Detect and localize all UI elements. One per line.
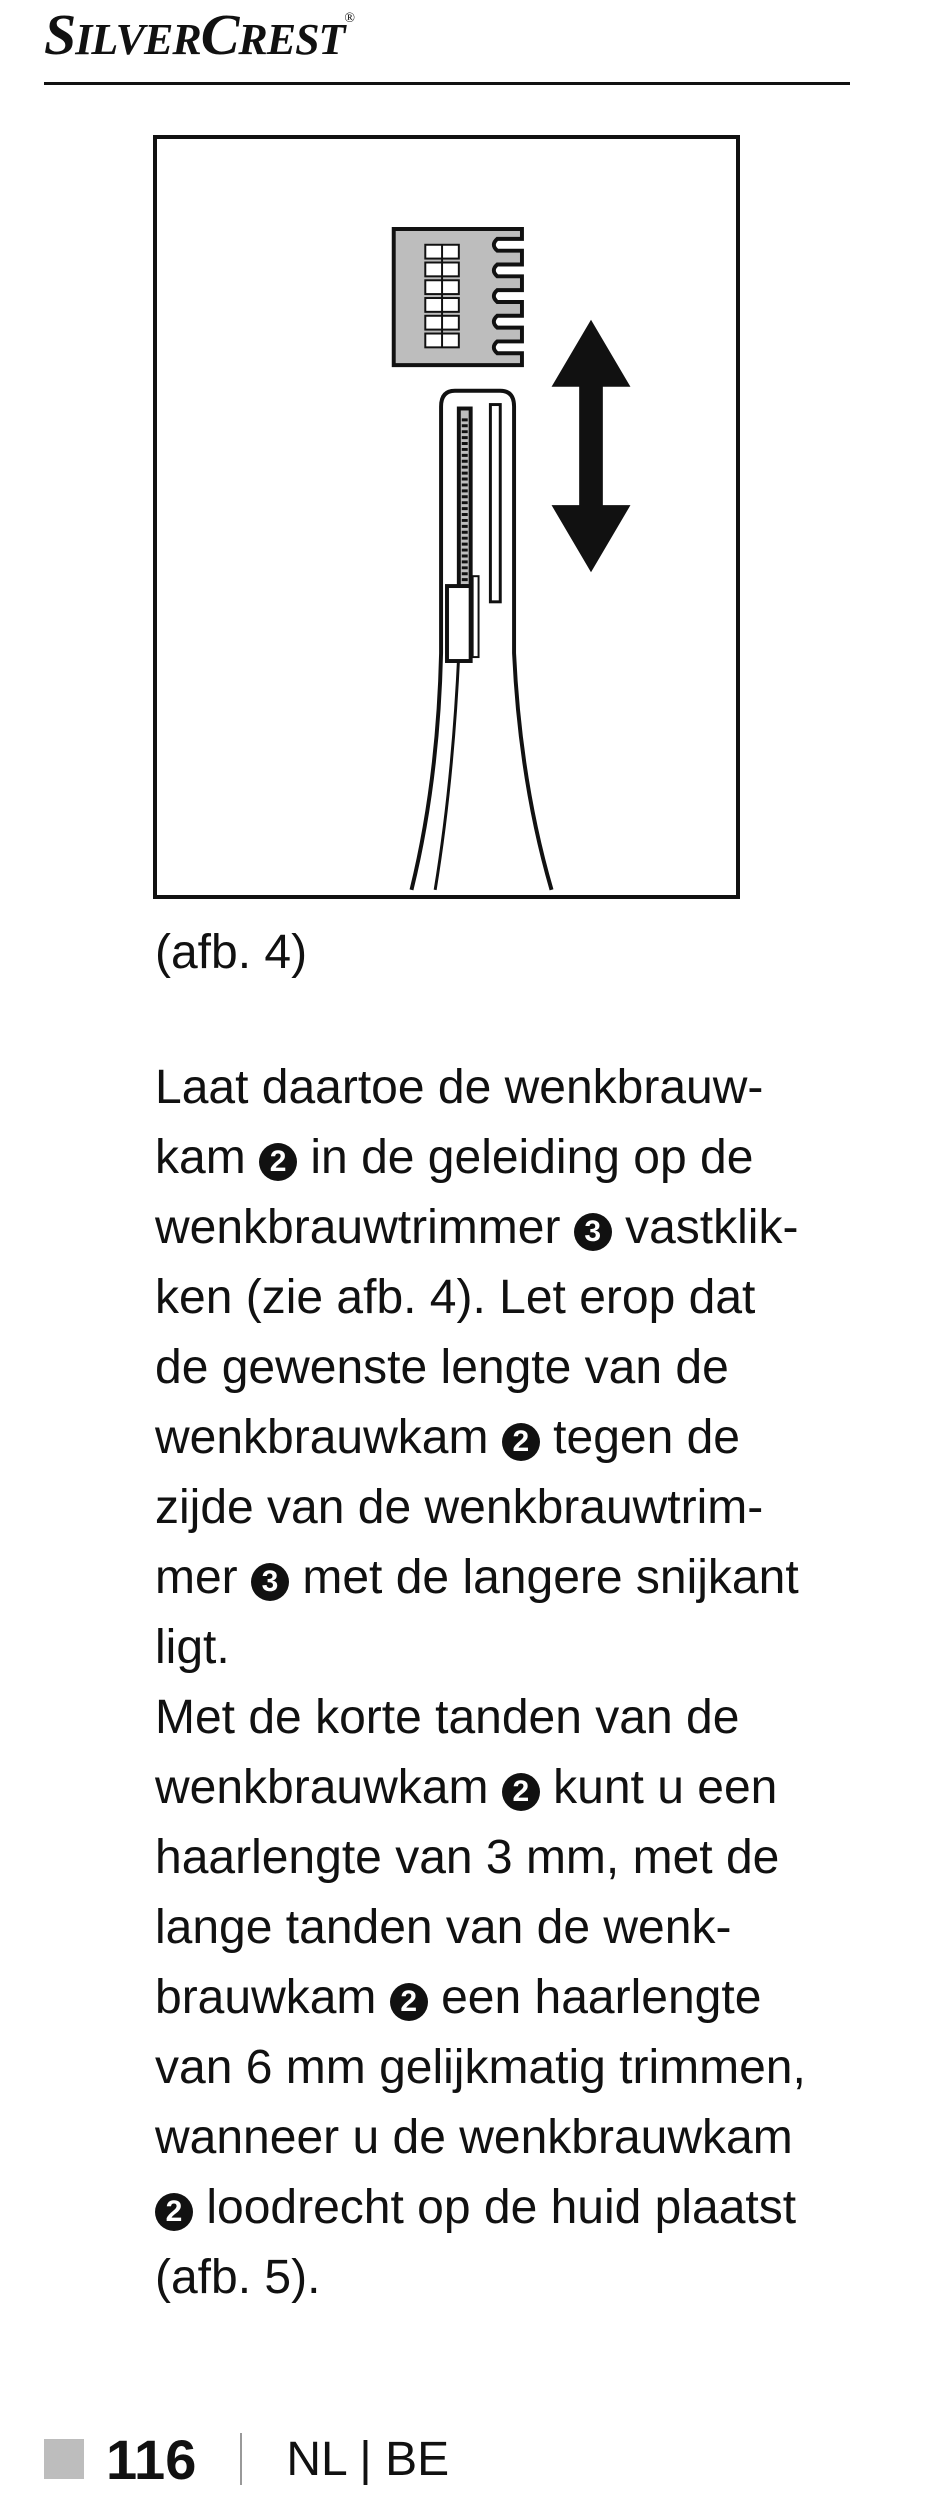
number-2-icon: 2: [502, 1773, 540, 1811]
number-2-icon: 2: [155, 2193, 193, 2231]
trimmer-illustration: [157, 139, 736, 895]
paragraph-1: Laat daartoe de wenkbrauw- kam 2 in de geleiding op de wenkbrauwtrimmer 3 vastklik- ken (zie afb. 4). Let erop dat de gewenste lengte van de wenkbrauwkam 2 tegen de zijde van de wenkbrauwtrim- mer 3 met de langere snijkant ligt.: [155, 1061, 799, 1674]
header-rule: [44, 82, 850, 85]
figure-illustration: [153, 135, 740, 899]
number-2-icon: 2: [390, 1983, 428, 2021]
number-2-icon: 2: [259, 1143, 297, 1181]
paragraph-2: Met de korte tanden van de wenkbrauwkam 2 kunt u een haarlengte van 3 mm, met de lange tanden van de wenk- brauwkam 2 een haarlengte van 6 mm gelijkmatig trimmen, wanneer u de wenkbrauwkam 2 loodrecht op de huid plaatst (afb. 5).: [155, 1691, 806, 2304]
brand-logo: SILVERCREST®: [44, 2, 355, 67]
footer-square-icon: [44, 2439, 84, 2479]
page-number: 116: [106, 2427, 197, 2491]
number-3-icon: 3: [251, 1563, 289, 1601]
page-footer: [44, 2424, 449, 2494]
number-3-icon: 3: [574, 1213, 612, 1251]
double-arrow-icon: [552, 320, 631, 573]
trimmer-body-drawing: [411, 391, 551, 890]
language-label: NL | BE: [286, 2432, 450, 2486]
footer-divider: [240, 2433, 242, 2485]
body-text: [155, 1053, 865, 2313]
number-2-icon: 2: [502, 1423, 540, 1461]
figure-caption: (afb. 4): [155, 926, 308, 979]
eyebrow-comb-drawing: [394, 229, 522, 365]
